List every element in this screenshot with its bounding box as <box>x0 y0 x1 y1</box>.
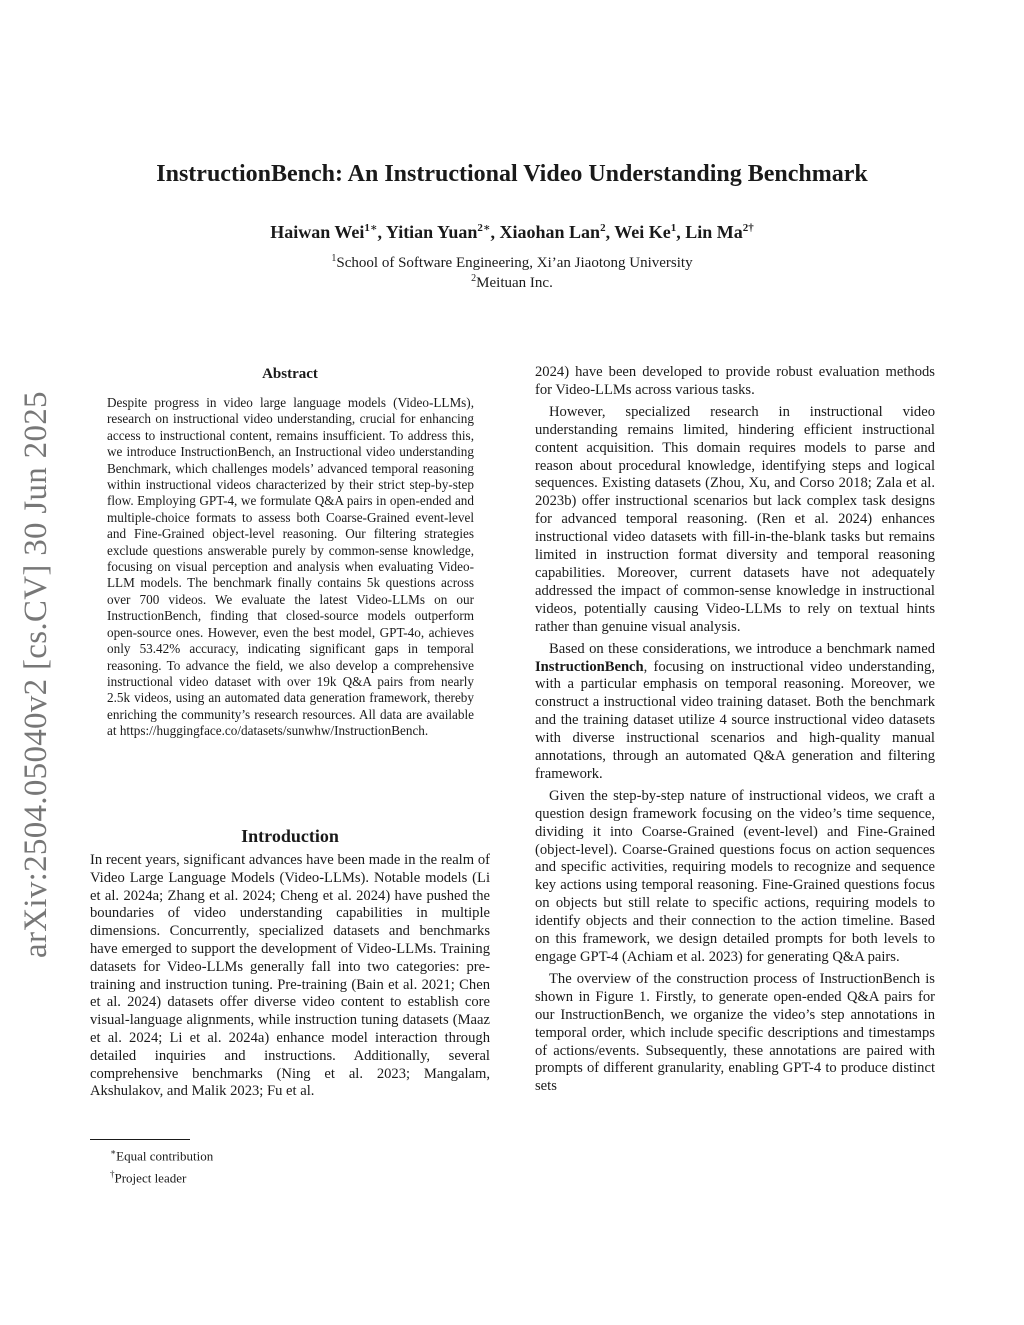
footnotes <box>110 1143 213 1188</box>
affiliation-text: School of Software Engineering, Xi’an Jiaotong University <box>336 255 693 271</box>
footnote-item <box>110 1143 213 1165</box>
author-name: Xiaohan Lan <box>499 222 601 242</box>
abstract-text: Despite progress in video large language models (Video-LLMs), research on instructional video understanding, crucial for enhancing access to instructional content, remains insufficient. To address this, we introduce InstructionBench, an Instructional video understanding Benchmark, which challenges models’ advanced temporal reasoning within instructional videos characterized by their strict step-by-step flow. Employing GPT-4, we formulate Q&A pairs in open-ended and multiple-choice formats to assess both Coarse-Grained event-level and Fine-Grained object-level reasoning. Our filtering strategies exclude questions answerable purely by common-sense knowledge, focusing on visual perception and analysis when evaluating Video-LLM models. The benchmark finally contains 5k questions across over 700 videos. We evaluate the latest Video-LLMs on our InstructionBench, finding that closed-source models outperform open-source ones. However, even the best model, GPT-4o, achieves only 53.42% accuracy, indicating significant gaps in temporal reasoning. To advance the field, we also develop a comprehensive instructional video dataset with over 19k Q&A pairs from nearly 2.5k videos, using an automated data generation framework, thereby enriching the community’s research resources. All data are available at https://huggingface.co/datasets/sunwhw/InstructionBench. <box>107 395 474 739</box>
body-paragraph: 2024) have been developed to provide robust evaluation methods for Video-LLMs across various tasks. <box>535 364 935 398</box>
author-affiliation-mark: 2 <box>600 222 606 234</box>
footnote-mark: ∗ <box>110 1147 117 1157</box>
footnote-mark: † <box>110 1169 115 1180</box>
arxiv-identifier-stamp[interactable]: arXiv:2504.05040v2 [cs.CV] 30 Jun 2025 <box>18 391 54 958</box>
footnote-item <box>110 1165 213 1187</box>
body-paragraph: The overview of the construction process of InstructionBench is shown in Figure 1. Firstly, to generate open-ended Q&A pairs for our InstructionBench, we organize the video’s step annotations in temporal order, which include specific descriptions and timestamps of actions/events. Subsequently, these annotations are paired with prompts of different granularity, enabling GPT-4 to produce distinct sets <box>535 970 935 1095</box>
footnote-text: Equal contribution <box>116 1148 214 1164</box>
author-affiliation-mark: 2† <box>742 222 754 234</box>
affiliation-mark: 1 <box>331 253 337 264</box>
affiliation-text: Meituan Inc. <box>476 275 553 291</box>
affiliation-line <box>90 269 934 293</box>
author-list: Haiwan Wei$^{1∗}$, Yitian Yuan$^{2∗}$, Xiaohan Lan$^2$, Wei Ke$^1$, Lin $Ma^{2\dagger}$ <box>270 222 754 242</box>
author-name: Yitian Yuan <box>385 222 478 242</box>
author-name: Wei Ke <box>614 222 671 242</box>
author-affiliation-mark: 1∗ <box>364 222 378 234</box>
introduction-paragraph: In recent years, significant advances have been made in the realm of Video Large Language Models (Video-LLMs). Notable models (Li et al. 2024a; Zhang et al. 2024; Cheng et al. 2024) have pushed the boundaries of video understanding capabilities in multiple dimensions. Concurrently, specialized datasets and benchmarks have emerged to support the development of Video-LLMs. Training datasets for Video-LLMs generally fall into two categories: pre-training and instruction tuning. Pre-training (Bain et al. 2021; Chen et al. 2024) datasets offer diverse video content to establish core visual-language alignments, while instruction tuning datasets (Maaz et al. 2024; Li et al. 2024a) enhance model interaction through detailed inquiries and instructions. Additionally, several comprehensive benchmarks (Ning et al. 2023; Mangalam, Akshulakov, and Malik 2023; Fu et al. <box>90 852 490 1100</box>
paragraph-text: , focusing on instructional video understanding, with a particular emphasis on temporal reasoning. Moreover, we construct a instructional video training dataset. Both the benchmark and the training dataset utilize 4 source instructional video datasets with diverse instructional scenarios and high-quality manual annotations, through an automated Q&A generation and filtering framework. <box>535 658 935 782</box>
footnote-text: Project leader <box>114 1170 187 1186</box>
author-name: Lin Ma <box>685 222 743 242</box>
author-affiliation-mark: 1 <box>670 222 677 234</box>
introduction-heading: Introduction <box>241 826 339 846</box>
author-name: Haiwan Wei <box>270 222 365 242</box>
affiliation-mark: 2 <box>471 273 477 284</box>
body-paragraph: Given the step-by-step nature of instructional videos, we craft a question design framework focusing on the video’s time sequence, dividing it into Coarse-Grained (event-level) and Fine-Grained (object-level). Coarse-Grained questions focus on action sequences and specific activities, requiring models to recognize and sequence key actions using temporal reasoning. Fine-Grained questions focus on objects but still relate to specific actions, requiring models to identify objects and their connection to the action timeline. Based on this framework, we design detailed prompts for both levels to engage GPT-4 (Achiam et al. 2023) for generating Q&A pairs. <box>535 787 935 965</box>
paper-title: InstructionBench: An Instructional Video Understanding Benchmark <box>156 161 868 187</box>
body-paragraph: However, specialized research in instructional video understanding remains limited, hindering efficient instructional content acquisition. This domain requires models to parse and reason about procedural knowledge, identifying steps and logical sequences. Existing datasets (Zhou, Xu, and Corso 2018; Zala et al. 2023b) offer instructional scenarios but lack complex task designs for advanced temporal reasoning. (Ren et al. 2024) enhances instructional video datasets with fill-in-the-blank tasks but remains limited in instruction format diversity and temporal reasoning capabilities. Moreover, current datasets have not adequately addressed the impact of common-sense knowledge in instructional videos, potentially causing Video-LLMs to rely on textual hints rather than genuine visual analysis. <box>535 403 935 635</box>
abstract-heading: Abstract <box>262 366 318 382</box>
paragraph-text: Based on these considerations, we introduce a benchmark named <box>549 640 935 657</box>
benchmark-name-bold: InstructionBench <box>535 658 644 675</box>
body-paragraph <box>535 641 935 784</box>
footnote-divider <box>90 1139 190 1140</box>
author-affiliation-mark: 2∗ <box>477 222 491 234</box>
right-column <box>535 364 935 1096</box>
